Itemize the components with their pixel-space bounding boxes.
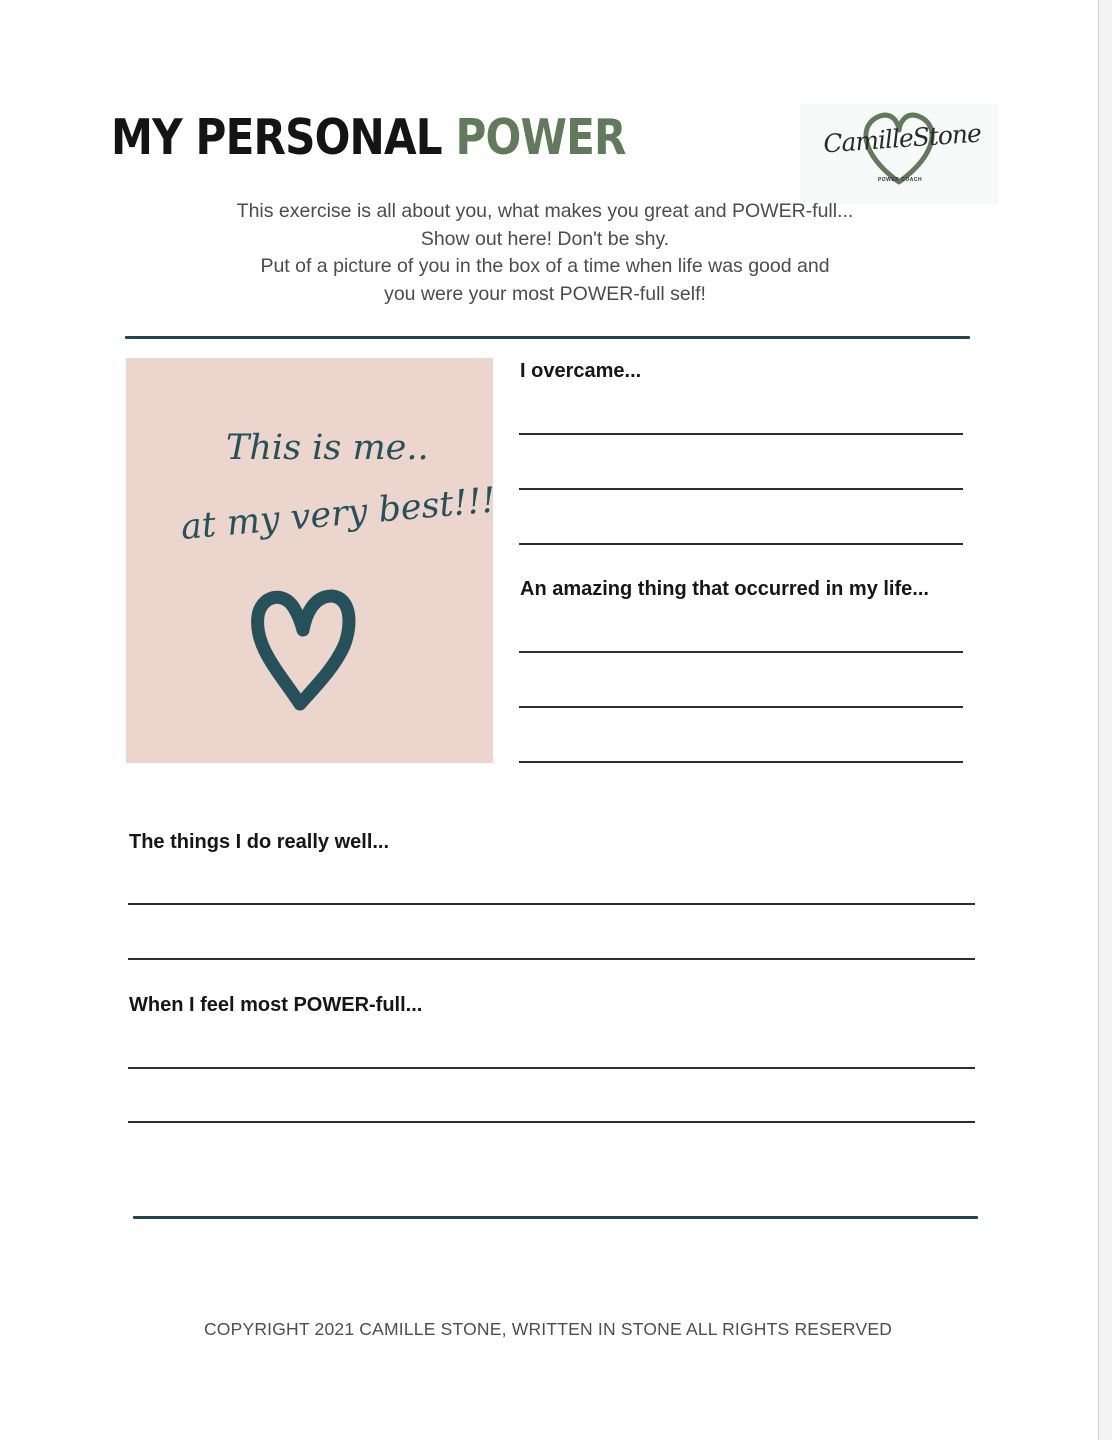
top-divider <box>125 336 970 339</box>
blank-line-do-well-1[interactable] <box>128 903 975 905</box>
bottom-divider <box>133 1216 978 1219</box>
blank-line-amazing-3[interactable] <box>519 761 963 763</box>
title-part-2: POWER <box>455 109 626 166</box>
title-part-1: MY PERSONAL <box>111 109 442 166</box>
intro-line: This exercise is all about you, what makes you great and POWER-full... <box>236 200 854 222</box>
brand-logo <box>800 104 998 204</box>
blank-line-overcame-1[interactable] <box>519 433 963 435</box>
intro-text <box>160 198 930 308</box>
photo-box[interactable] <box>126 358 498 763</box>
heart-icon <box>248 586 358 716</box>
blank-line-power-full-1[interactable] <box>128 1067 975 1069</box>
logo-subtitle: POWER COACH <box>877 177 923 183</box>
blank-line-amazing-2[interactable] <box>519 706 963 708</box>
blank-line-amazing-1[interactable] <box>519 651 963 653</box>
page-title <box>111 108 626 168</box>
copyright-footer: COPYRIGHT 2021 CAMILLE STONE, WRITTEN IN STONE ALL RIGHTS RESERVED <box>203 1319 893 1339</box>
prompt-amazing-thing-label: An amazing thing that occurred in my life... <box>520 578 929 600</box>
photo-box-line-1: This is me.. <box>226 428 429 468</box>
blank-line-power-full-2[interactable] <box>128 1121 975 1123</box>
blank-line-do-well-2[interactable] <box>128 958 975 960</box>
photo-box-line-2: at my very best!!! <box>179 480 498 548</box>
intro-line: you were your most POWER-full self! <box>384 282 706 305</box>
intro-line: Put of a picture of you in the box of a time when life was good and <box>260 255 830 277</box>
prompt-overcame-label: I overcame... <box>520 360 642 382</box>
logo-text: CamilleStone <box>822 118 982 159</box>
prompt-do-well-label: The things I do really well... <box>129 831 390 853</box>
blank-line-overcame-2[interactable] <box>519 488 963 490</box>
page-edge <box>1098 0 1112 1440</box>
blank-line-overcame-3[interactable] <box>519 543 963 545</box>
intro-line: Show out here! Don't be shy. <box>420 227 670 250</box>
prompt-power-full-label: When I feel most POWER-full... <box>129 994 423 1016</box>
